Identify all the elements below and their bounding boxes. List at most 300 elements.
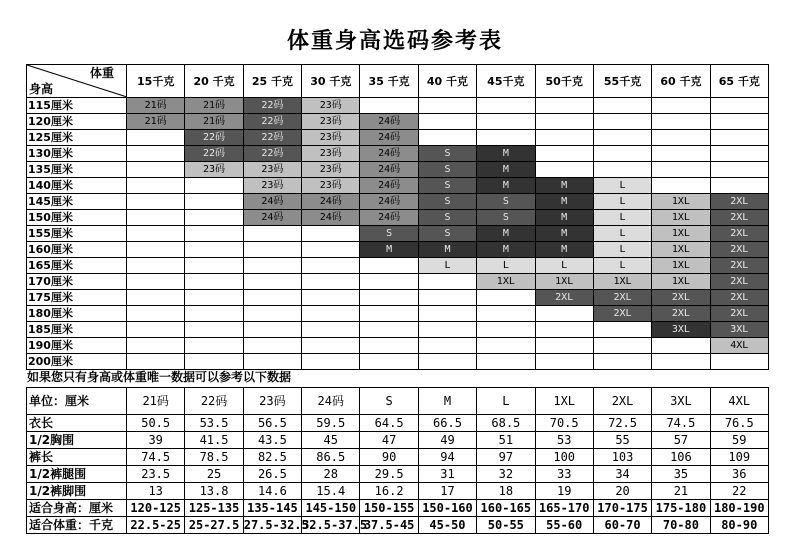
- measure-value: 125-135: [185, 500, 243, 517]
- measure-row: [27, 500, 769, 517]
- size-cell: [127, 146, 185, 162]
- size-cell: [302, 290, 360, 306]
- measure-row: [27, 483, 769, 500]
- size-cell: [593, 354, 651, 370]
- measure-value: 70-80: [652, 517, 710, 534]
- size-cell: 4XL: [710, 338, 768, 354]
- size-cell: 24码: [243, 194, 301, 210]
- measure-row: [27, 449, 769, 466]
- size-cell: M: [418, 242, 476, 258]
- measure-value: 53.5: [185, 415, 243, 432]
- measure-value: 35: [652, 466, 710, 483]
- size-cell: [185, 338, 243, 354]
- weight-column-header: 60 千克: [652, 65, 710, 98]
- unit-label: 单位：厘米: [27, 388, 127, 415]
- size-cell: 1XL: [652, 274, 710, 290]
- size-cell: 1XL: [535, 274, 593, 290]
- measure-value: 106: [652, 449, 710, 466]
- size-cell: L: [418, 258, 476, 274]
- size-cell: [477, 114, 535, 130]
- size-cell: L: [593, 210, 651, 226]
- measure-value: 36: [710, 466, 768, 483]
- measure-value: 13.8: [185, 483, 243, 500]
- size-cell: [243, 290, 301, 306]
- size-cell: 23码: [243, 178, 301, 194]
- size-cell: [243, 258, 301, 274]
- size-cell: M: [535, 242, 593, 258]
- measure-value: 55-60: [535, 517, 593, 534]
- size-column-header: 3XL: [652, 388, 710, 415]
- measure-value: 43.5: [243, 432, 301, 449]
- measure-value: 135-145: [243, 500, 301, 517]
- measure-row-label: 适合体重：千克: [27, 517, 127, 534]
- measure-value: 74.5: [127, 449, 185, 466]
- measure-value: 50.5: [127, 415, 185, 432]
- size-cell: [127, 322, 185, 338]
- size-cell: 24码: [360, 178, 418, 194]
- size-cell: S: [418, 162, 476, 178]
- size-cell: 1XL: [652, 226, 710, 242]
- size-cell: [243, 226, 301, 242]
- size-cell: [302, 258, 360, 274]
- weight-column-header: 65 千克: [710, 65, 768, 98]
- measure-value: 32: [477, 466, 535, 483]
- measure-row-label: 1/2裤脚围: [27, 483, 127, 500]
- size-cell: 2XL: [710, 306, 768, 322]
- height-row-label: 115厘米: [27, 98, 127, 114]
- measure-value: 180-190: [710, 500, 768, 517]
- corner-height-label: 身高: [29, 82, 54, 96]
- size-column-header: 21码: [127, 388, 185, 415]
- measure-value: 103: [593, 449, 651, 466]
- size-cell: [302, 226, 360, 242]
- size-cell: L: [477, 258, 535, 274]
- height-row-label: 140厘米: [27, 178, 127, 194]
- weight-column-header: 35 千克: [360, 65, 418, 98]
- size-cell: 23码: [243, 162, 301, 178]
- height-row-label: 125厘米: [27, 130, 127, 146]
- size-cell: [302, 322, 360, 338]
- size-cell: [185, 290, 243, 306]
- measure-value: 94: [418, 449, 476, 466]
- measure-row-label: 裤长: [27, 449, 127, 466]
- size-cell: [360, 338, 418, 354]
- size-cell: [477, 354, 535, 370]
- size-cell: [360, 354, 418, 370]
- size-cell: 22码: [243, 130, 301, 146]
- size-cell: 2XL: [535, 290, 593, 306]
- size-cell: M: [360, 242, 418, 258]
- size-cell: [652, 130, 710, 146]
- size-cell: [418, 322, 476, 338]
- height-row-label: 190厘米: [27, 338, 127, 354]
- size-cell: S: [418, 178, 476, 194]
- size-cell: 24码: [360, 210, 418, 226]
- measure-row-label: 衣长: [27, 415, 127, 432]
- measure-value: 66.5: [418, 415, 476, 432]
- weight-column-header: 15千克: [127, 65, 185, 98]
- size-cell: [185, 226, 243, 242]
- size-cell: [360, 306, 418, 322]
- size-cell: [185, 178, 243, 194]
- size-cell: [360, 290, 418, 306]
- size-cell: [593, 98, 651, 114]
- measure-value: 17: [418, 483, 476, 500]
- size-cell: 1XL: [652, 194, 710, 210]
- measure-value: 53: [535, 432, 593, 449]
- size-column-header: 23码: [243, 388, 301, 415]
- size-cell: [360, 274, 418, 290]
- size-cell: 2XL: [710, 290, 768, 306]
- size-cell: [185, 274, 243, 290]
- height-row-label: 155厘米: [27, 226, 127, 242]
- measure-value: 50-55: [477, 517, 535, 534]
- grid-row: [27, 194, 769, 210]
- size-cell: [302, 354, 360, 370]
- size-cell: [302, 274, 360, 290]
- size-cell: [710, 114, 768, 130]
- weight-column-header: 50千克: [535, 65, 593, 98]
- size-cell: S: [477, 210, 535, 226]
- measure-value: 32.5-37.5: [302, 518, 368, 532]
- size-cell: S: [477, 194, 535, 210]
- size-cell: M: [477, 242, 535, 258]
- size-cell: 22码: [185, 130, 243, 146]
- measure-value: 76.5: [710, 415, 768, 432]
- size-cell: L: [593, 258, 651, 274]
- measure-value: 70.5: [535, 415, 593, 432]
- size-cell: 23码: [302, 98, 360, 114]
- size-cell: [418, 98, 476, 114]
- size-cell: L: [593, 242, 651, 258]
- grid-header-row: [27, 65, 769, 98]
- size-cell: 2XL: [710, 274, 768, 290]
- size-cell: 2XL: [710, 258, 768, 274]
- size-cell: [127, 130, 185, 146]
- size-cell: [652, 146, 710, 162]
- size-cell: 2XL: [710, 194, 768, 210]
- size-cell: [302, 338, 360, 354]
- size-cell: L: [535, 258, 593, 274]
- size-cell: 24码: [360, 146, 418, 162]
- measure-value: 21: [652, 483, 710, 500]
- size-cell: M: [535, 178, 593, 194]
- size-cell: [535, 322, 593, 338]
- size-cell: 23码: [302, 162, 360, 178]
- grid-row: [27, 146, 769, 162]
- measure-value: 39: [127, 432, 185, 449]
- measure-header-row: [27, 388, 769, 415]
- size-cell: [418, 274, 476, 290]
- size-cell: [535, 130, 593, 146]
- measure-value: 15.4: [302, 483, 360, 500]
- size-cell: M: [477, 146, 535, 162]
- size-cell: 3XL: [652, 322, 710, 338]
- size-cell: S: [360, 226, 418, 242]
- size-cell: [652, 162, 710, 178]
- measure-value: 100: [535, 449, 593, 466]
- size-cell: 1XL: [652, 242, 710, 258]
- size-cell: [360, 98, 418, 114]
- size-cell: S: [418, 210, 476, 226]
- size-cell: [710, 178, 768, 194]
- height-row-label: 150厘米: [27, 210, 127, 226]
- weight-column-header: 30 千克: [302, 65, 360, 98]
- measure-value: 109: [710, 449, 768, 466]
- size-cell: [243, 322, 301, 338]
- measure-value: 22: [710, 483, 768, 500]
- measure-value: 82.5: [243, 449, 301, 466]
- size-cell: [185, 258, 243, 274]
- size-column-header: L: [477, 388, 535, 415]
- corner-weight-label: 体重: [89, 66, 114, 80]
- weight-column-header: 40 千克: [418, 65, 476, 98]
- measure-value: 59.5: [302, 415, 360, 432]
- grid-row: [27, 130, 769, 146]
- size-column-header: 4XL: [710, 388, 768, 415]
- size-cell: [593, 338, 651, 354]
- measure-value: 97: [477, 449, 535, 466]
- measure-value: 64.5: [360, 415, 418, 432]
- size-cell: [710, 146, 768, 162]
- size-cell: [302, 306, 360, 322]
- height-row-label: 180厘米: [27, 306, 127, 322]
- size-cell: 24码: [302, 194, 360, 210]
- measure-value: 145-150: [302, 500, 360, 517]
- size-cell: [418, 114, 476, 130]
- size-column-header: 2XL: [593, 388, 651, 415]
- size-column-header: 1XL: [535, 388, 593, 415]
- grid-corner-cell: [27, 65, 127, 98]
- size-cell: [418, 338, 476, 354]
- size-cell: 24码: [243, 210, 301, 226]
- measure-value: 18: [477, 483, 535, 500]
- size-cell: 2XL: [710, 210, 768, 226]
- size-cell: S: [418, 194, 476, 210]
- weight-column-header: 45千克: [477, 65, 535, 98]
- measure-value: 26.5: [243, 466, 301, 483]
- size-cell: [535, 114, 593, 130]
- measure-value: 22.5-25: [127, 517, 185, 534]
- size-column-header: 22码: [185, 388, 243, 415]
- size-cell: 22码: [243, 98, 301, 114]
- size-cell: [243, 306, 301, 322]
- size-cell: [535, 354, 593, 370]
- size-cell: [127, 274, 185, 290]
- size-column-header: 24码: [302, 388, 360, 415]
- size-cell: [127, 290, 185, 306]
- size-cell: [710, 162, 768, 178]
- size-cell: 22码: [243, 146, 301, 162]
- grid-row: [27, 322, 769, 338]
- size-cell: [535, 162, 593, 178]
- weight-column-header: 20 千克: [185, 65, 243, 98]
- height-row-label: 135厘米: [27, 162, 127, 178]
- size-cell: 23码: [302, 114, 360, 130]
- measure-value: 175-180: [652, 500, 710, 517]
- measure-value: 150-160: [418, 500, 476, 517]
- grid-row: [27, 242, 769, 258]
- size-cell: [185, 322, 243, 338]
- size-cell: L: [593, 226, 651, 242]
- size-cell: [127, 162, 185, 178]
- size-cell: 1XL: [652, 210, 710, 226]
- size-cell: [535, 306, 593, 322]
- size-cell: [302, 242, 360, 258]
- height-row-label: 120厘米: [27, 114, 127, 130]
- height-row-label: 200厘米: [27, 354, 127, 370]
- size-cell: [185, 306, 243, 322]
- measure-value: 23.5: [127, 466, 185, 483]
- size-cell: 23码: [185, 162, 243, 178]
- measure-value: 25: [185, 466, 243, 483]
- height-row-label: 175厘米: [27, 290, 127, 306]
- size-cell: [127, 258, 185, 274]
- measure-value: 55: [593, 432, 651, 449]
- size-cell: 22码: [243, 114, 301, 130]
- measure-value: 78.5: [185, 449, 243, 466]
- size-cell: [360, 322, 418, 338]
- size-cell: [185, 242, 243, 258]
- measure-value: 34: [593, 466, 651, 483]
- size-cell: M: [477, 178, 535, 194]
- notice-text: 如果您只有身高或体重唯一数据可以参考以下数据: [27, 370, 292, 384]
- size-cell: [127, 194, 185, 210]
- size-cell: [477, 98, 535, 114]
- measure-value: 170-175: [593, 500, 651, 517]
- size-cell: 3XL: [710, 322, 768, 338]
- measure-value: 29.5: [360, 466, 418, 483]
- measure-value: 59: [710, 432, 768, 449]
- size-cell: 23码: [302, 146, 360, 162]
- page-title: 体重身高选码参考表: [286, 29, 503, 54]
- measure-value: 33: [535, 466, 593, 483]
- height-row-label: 130厘米: [27, 146, 127, 162]
- measure-row: [27, 466, 769, 483]
- measure-value: 57: [652, 432, 710, 449]
- size-cell: [127, 242, 185, 258]
- measure-value: 165-170: [535, 500, 593, 517]
- measure-value: 45: [302, 432, 360, 449]
- size-cell: [593, 114, 651, 130]
- measure-value: 150-155: [360, 500, 418, 517]
- measure-row: [27, 432, 769, 449]
- size-cell: [535, 98, 593, 114]
- measure-row-label: 1/2胸围: [27, 432, 127, 449]
- size-cell: 2XL: [652, 290, 710, 306]
- size-cell: 1XL: [652, 258, 710, 274]
- measure-value: 90: [360, 449, 418, 466]
- size-cell: L: [593, 194, 651, 210]
- size-selection-grid: [26, 64, 769, 370]
- grid-row: [27, 226, 769, 242]
- size-cell: 2XL: [593, 306, 651, 322]
- measure-value: 27.5-32.5: [243, 518, 309, 532]
- size-column-header: S: [360, 388, 418, 415]
- size-cell: 2XL: [710, 226, 768, 242]
- measure-value: 16.2: [360, 483, 418, 500]
- size-cell: [477, 306, 535, 322]
- grid-row: [27, 258, 769, 274]
- size-cell: [710, 98, 768, 114]
- size-cell: [593, 162, 651, 178]
- size-cell: [127, 226, 185, 242]
- grid-row: [27, 162, 769, 178]
- measure-value: 56.5: [243, 415, 301, 432]
- size-cell: S: [418, 226, 476, 242]
- size-cell: 21码: [127, 98, 185, 114]
- size-cell: [243, 242, 301, 258]
- measure-value: 80-90: [710, 517, 768, 534]
- measure-value: 20: [593, 483, 651, 500]
- size-cell: [127, 178, 185, 194]
- size-cell: [127, 306, 185, 322]
- size-cell: 24码: [360, 114, 418, 130]
- height-row-label: 185厘米: [27, 322, 127, 338]
- size-cell: [477, 322, 535, 338]
- size-cell: 2XL: [710, 242, 768, 258]
- size-cell: [652, 354, 710, 370]
- weight-column-header: 55千克: [593, 65, 651, 98]
- measure-value: 31: [418, 466, 476, 483]
- size-cell: 24码: [360, 194, 418, 210]
- measure-value: 47: [360, 432, 418, 449]
- measure-value: 60-70: [593, 517, 651, 534]
- size-cell: 21码: [185, 98, 243, 114]
- size-cell: [418, 354, 476, 370]
- measure-row-label: 1/2裤腿围: [27, 466, 127, 483]
- measure-value: 19: [535, 483, 593, 500]
- grid-row: [27, 290, 769, 306]
- size-cell: 21码: [127, 114, 185, 130]
- measure-value: 86.5: [302, 449, 360, 466]
- size-cell: 2XL: [593, 290, 651, 306]
- size-cell: 2XL: [652, 306, 710, 322]
- grid-row: [27, 274, 769, 290]
- grid-row: [27, 338, 769, 354]
- grid-row: [27, 178, 769, 194]
- size-cell: [710, 130, 768, 146]
- height-row-label: 145厘米: [27, 194, 127, 210]
- height-row-label: 170厘米: [27, 274, 127, 290]
- measure-value: 120-125: [127, 500, 185, 517]
- measure-value: 25-27.5: [185, 517, 243, 534]
- size-cell: 24码: [360, 162, 418, 178]
- size-cell: [652, 338, 710, 354]
- size-cell: [652, 178, 710, 194]
- weight-column-header: 25 千克: [243, 65, 301, 98]
- size-cell: [593, 146, 651, 162]
- measurement-table: [26, 387, 769, 534]
- size-cell: M: [477, 226, 535, 242]
- measure-value: 68.5: [477, 415, 535, 432]
- grid-row: [27, 114, 769, 130]
- size-cell: M: [535, 226, 593, 242]
- measure-value: 74.5: [652, 415, 710, 432]
- measure-value: 72.5: [593, 415, 651, 432]
- size-cell: [652, 114, 710, 130]
- size-cell: S: [418, 146, 476, 162]
- measure-value: 49: [418, 432, 476, 449]
- size-cell: [185, 194, 243, 210]
- size-cell: [535, 146, 593, 162]
- size-cell: [593, 322, 651, 338]
- measure-value: 160-165: [477, 500, 535, 517]
- size-cell: L: [593, 178, 651, 194]
- size-cell: 1XL: [593, 274, 651, 290]
- size-cell: [535, 338, 593, 354]
- measure-value: 14.6: [243, 483, 301, 500]
